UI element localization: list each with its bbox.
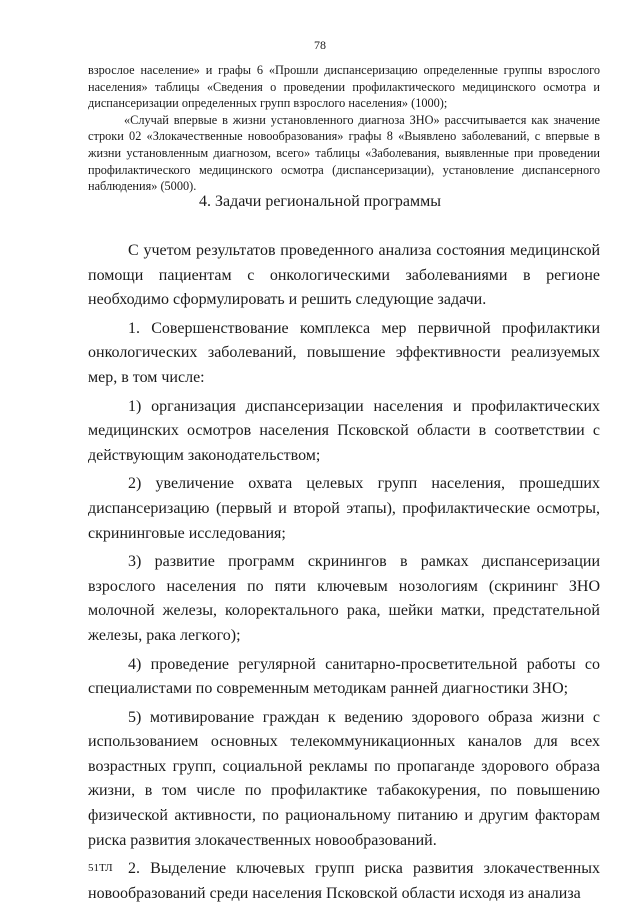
body-paragraph: С учетом результатов проведенного анализа состояния медицинской помощи пациентам с онкологическими заболеваниями в регионе необходимо сформулировать и решить следующие задачи. [88,242,600,309]
page-number: 78 [314,38,326,52]
body-paragraph: 1) организация диспансеризации населения и профилактических медицинских осмотров населения Псковской области в соответствии с действующим законодательством; [88,397,600,464]
section-title: 4. Задачи региональной программы [199,193,441,210]
body-paragraph: 2. Выделение ключевых групп риска развития злокачественных новообразований среди населения Псковской области исходя из анализа [88,860,600,902]
body-paragraph: 2) увеличение охвата целевых групп населения, прошедших диспансеризацию (первый и второй этапы), профилактические осмотры, скрининговые исследования; [88,475,600,542]
intro-paragraph: «Случай впервые в жизни установленного диагноза ЗНО» рассчитывается как значение строки 02 «Злокачественные новообразования» графы 8 «Выявлено заболеваний, с впервые в жизни установленным диагнозом, всего» таблицы «Заболевания, выявленные при проведении профилактического медицинского осмотра (диспансеризации), установление диспансерного наблюдения» (5000). [88,112,600,194]
main-text-block [88,239,600,906]
body-paragraph: 1. Совершенствование комплекса мер первичной профилактики онкологических заболеваний, повышение эффективности реализуемых мер, в том числе: [88,319,600,386]
body-paragraph: 3) развитие программ скринингов в рамках диспансеризации взрослого населения по пяти ключевым нозологиям (скрининг ЗНО молочной железы, колоректального рака, шейки матки, предстательной железы, рака легкого); [88,553,600,644]
body-paragraph: 5) мотивирование граждан к ведению здорового образа жизни с использованием основных телекоммуникационных каналов для всех возрастных групп, социальной рекламы по пропаганде здорового образа жизни, в том числе по профилактике табакокурения, по повышению физической активности, по рациональному питанию и другим факторам риска развития злокачественных новообразований. [88,708,600,849]
intro-text-block [88,62,600,195]
body-paragraph: 4) проведение регулярной санитарно-просветительной работы со специалистами по современным методикам ранней диагностики ЗНО; [88,655,600,698]
intro-paragraph: взрослое население» и графы 6 «Прошли диспансеризацию определенные группы взрослого населения» таблицы «Сведения о проведении профилактического медицинского осмотра и диспансеризации определенных групп взрослого населения» (1000); [88,63,600,111]
document-code: 51ТЛ [88,862,113,874]
